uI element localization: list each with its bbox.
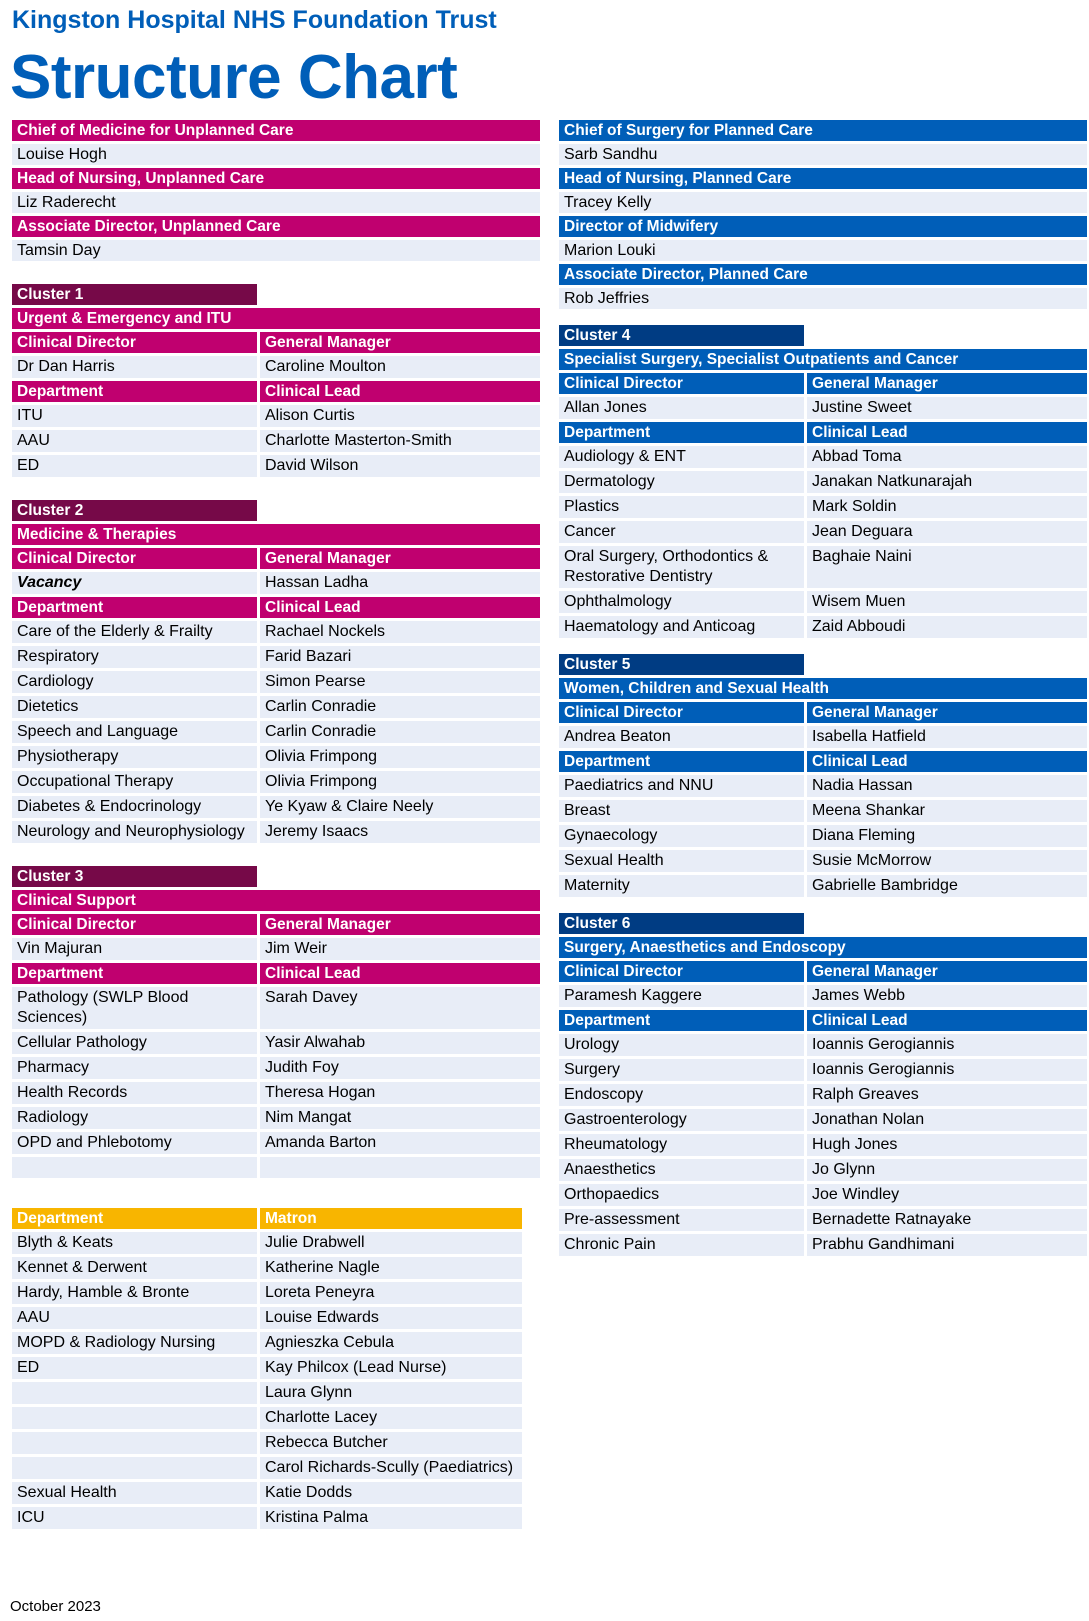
clinical-lead-cell: Janakan Natkunarajah [807, 471, 1087, 493]
cluster-name: Medicine & Therapies [12, 524, 540, 545]
matron-header: Matron [260, 1208, 522, 1229]
matron-department-cell [12, 1407, 257, 1429]
cluster-label: Cluster 4 [559, 325, 804, 346]
role-header: Head of Nursing, Planned Care [559, 168, 1087, 189]
cluster-2-block [12, 500, 540, 846]
department-cell: Occupational Therapy [12, 771, 257, 793]
general-manager-name: Jim Weir [260, 938, 540, 960]
clinical-lead-cell: Ioannis Gerogiannis [807, 1034, 1087, 1056]
matron-department-cell: ED [12, 1357, 257, 1379]
clinical-lead-cell: Diana Fleming [807, 825, 1087, 847]
matron-department-cell: AAU [12, 1307, 257, 1329]
department-cell: Urology [559, 1034, 804, 1056]
cluster-1-block [12, 284, 540, 480]
clinical-director-header: Clinical Director [559, 702, 804, 723]
cluster-6-block [559, 913, 1087, 1259]
clinical-lead-cell: Meena Shankar [807, 800, 1087, 822]
clinical-director-header: Clinical Director [12, 914, 257, 935]
clinical-lead-cell: Carlin Conradie [260, 696, 540, 718]
clinical-lead-header: Clinical Lead [260, 381, 540, 402]
clinical-director-name: Vin Majuran [12, 938, 257, 960]
role-holder: Rob Jeffries [559, 288, 1087, 309]
department-header: Department [12, 381, 257, 402]
clinical-lead-cell: Ye Kyaw & Claire Neely [260, 796, 540, 818]
department-cell: Ophthalmology [559, 591, 804, 613]
department-cell: Dermatology [559, 471, 804, 493]
clinical-lead-cell: Susie McMorrow [807, 850, 1087, 872]
unplanned-leadership [12, 120, 540, 261]
matron-department-cell: Blyth & Keats [12, 1232, 257, 1254]
role-header: Head of Nursing, Unplanned Care [12, 168, 540, 189]
matron-department-cell: MOPD & Radiology Nursing [12, 1332, 257, 1354]
clinical-lead-cell: Abbad Toma [807, 446, 1087, 468]
department-cell: Health Records [12, 1082, 257, 1104]
matron-name-cell: Agnieszka Cebula [260, 1332, 522, 1354]
clinical-lead-cell: Ioannis Gerogiannis [807, 1059, 1087, 1081]
clinical-lead-cell: Joe Windley [807, 1184, 1087, 1206]
clinical-lead-cell [260, 1157, 540, 1178]
clinical-lead-cell: Theresa Hogan [260, 1082, 540, 1104]
clinical-lead-header: Clinical Lead [807, 751, 1087, 772]
department-header: Department [559, 422, 804, 443]
cluster-name: Clinical Support [12, 890, 540, 911]
clinical-director-name: Dr Dan Harris [12, 356, 257, 378]
general-manager-name: Justine Sweet [807, 397, 1087, 419]
matron-department-cell: ICU [12, 1507, 257, 1529]
department-cell: Neurology and Neurophysiology [12, 821, 257, 843]
matron-name-cell: Carol Richards-Scully (Paediatrics) [260, 1457, 522, 1479]
clinical-director-header: Clinical Director [12, 548, 257, 569]
clinical-lead-header: Clinical Lead [260, 963, 540, 984]
department-cell: Cellular Pathology [12, 1032, 257, 1054]
matron-grid [12, 1208, 522, 1532]
role-holder: Tamsin Day [12, 240, 540, 261]
clinical-director-name: Andrea Beaton [559, 726, 804, 748]
clinical-lead-cell: Olivia Frimpong [260, 771, 540, 793]
cluster-grid [559, 702, 1087, 900]
department-cell: Gynaecology [559, 825, 804, 847]
clinical-lead-cell: Judith Foy [260, 1057, 540, 1079]
role-holder: Marion Louki [559, 240, 1087, 261]
clinical-lead-cell: Zaid Abboudi [807, 616, 1087, 638]
department-cell: Rheumatology [559, 1134, 804, 1156]
matron-name-cell: Loreta Peneyra [260, 1282, 522, 1304]
clinical-lead-cell: Nim Mangat [260, 1107, 540, 1129]
clinical-lead-header: Clinical Lead [807, 1010, 1087, 1031]
department-cell: Sexual Health [559, 850, 804, 872]
clinical-lead-cell: Baghaie Naini [807, 546, 1087, 588]
matron-name-cell: Katie Dodds [260, 1482, 522, 1504]
footer-date: October 2023 [10, 1598, 101, 1615]
clinical-lead-cell: Yasir Alwahab [260, 1032, 540, 1054]
role-holder: Tracey Kelly [559, 192, 1087, 213]
matron-department-cell: Hardy, Hamble & Bronte [12, 1282, 257, 1304]
department-cell: Chronic Pain [559, 1234, 804, 1256]
department-cell: ITU [12, 405, 257, 427]
org-name: Kingston Hospital NHS Foundation Trust [12, 6, 497, 34]
cluster-grid [12, 332, 540, 480]
matron-name-cell: Louise Edwards [260, 1307, 522, 1329]
cluster-4-block [559, 325, 1087, 641]
general-manager-header: General Manager [807, 702, 1087, 723]
department-cell: Maternity [559, 875, 804, 897]
department-cell: Cancer [559, 521, 804, 543]
cluster-grid [12, 914, 540, 1181]
clinical-lead-cell: Jean Deguara [807, 521, 1087, 543]
department-cell: Cardiology [12, 671, 257, 693]
role-header: Chief of Medicine for Unplanned Care [12, 120, 540, 141]
general-manager-header: General Manager [260, 332, 540, 353]
cluster-label: Cluster 1 [12, 284, 257, 305]
matron-name-cell: Katherine Nagle [260, 1257, 522, 1279]
department-cell: Dietetics [12, 696, 257, 718]
matron-table [12, 1208, 522, 1532]
department-header: Department [12, 1208, 257, 1229]
matron-name-cell: Laura Glynn [260, 1382, 522, 1404]
department-cell: Anaesthetics [559, 1159, 804, 1181]
matron-name-cell: Julie Drabwell [260, 1232, 522, 1254]
cluster-label: Cluster 3 [12, 866, 257, 887]
clinical-lead-cell: Carlin Conradie [260, 721, 540, 743]
cluster-name: Specialist Surgery, Specialist Outpatients and Cancer [559, 349, 1087, 370]
department-cell: Radiology [12, 1107, 257, 1129]
cluster-grid [559, 373, 1087, 641]
clinical-lead-cell: Ralph Greaves [807, 1084, 1087, 1106]
cluster-grid [559, 961, 1087, 1259]
department-cell [12, 1157, 257, 1178]
department-cell: Gastroenterology [559, 1109, 804, 1131]
department-cell: Paediatrics and NNU [559, 775, 804, 797]
clinical-lead-cell: Charlotte Masterton-Smith [260, 430, 540, 452]
department-header: Department [559, 751, 804, 772]
department-cell: OPD and Phlebotomy [12, 1132, 257, 1154]
cluster-3-block [12, 866, 540, 1181]
department-cell: Orthopaedics [559, 1184, 804, 1206]
cluster-name: Women, Children and Sexual Health [559, 678, 1087, 699]
clinical-lead-cell: Simon Pearse [260, 671, 540, 693]
role-holder: Louise Hogh [12, 144, 540, 165]
clinical-lead-header: Clinical Lead [807, 422, 1087, 443]
cluster-label: Cluster 2 [12, 500, 257, 521]
matron-department-cell [12, 1382, 257, 1404]
cluster-name: Surgery, Anaesthetics and Endoscopy [559, 937, 1087, 958]
matron-department-cell [12, 1457, 257, 1479]
clinical-lead-cell: Gabrielle Bambridge [807, 875, 1087, 897]
general-manager-name: Isabella Hatfield [807, 726, 1087, 748]
clinical-director-header: Clinical Director [559, 961, 804, 982]
unplanned-care-column [12, 120, 540, 1181]
general-manager-header: General Manager [260, 548, 540, 569]
department-cell: Oral Surgery, Orthodontics & Restorative Dentistry [559, 546, 804, 588]
clinical-director-name: Allan Jones [559, 397, 804, 419]
department-cell: Breast [559, 800, 804, 822]
department-cell: Pre-assessment [559, 1209, 804, 1231]
clinical-lead-cell: Nadia Hassan [807, 775, 1087, 797]
planned-leadership [559, 120, 1087, 309]
department-header: Department [559, 1010, 804, 1031]
department-cell: Plastics [559, 496, 804, 518]
clinical-lead-cell: Prabhu Gandhimani [807, 1234, 1087, 1256]
clinical-lead-cell: Bernadette Ratnayake [807, 1209, 1087, 1231]
matron-department-cell: Sexual Health [12, 1482, 257, 1504]
department-header: Department [12, 963, 257, 984]
clinical-lead-cell: Farid Bazari [260, 646, 540, 668]
general-manager-name: James Webb [807, 985, 1087, 1007]
general-manager-header: General Manager [807, 373, 1087, 394]
matron-department-cell [12, 1432, 257, 1454]
role-header: Director of Midwifery [559, 216, 1087, 237]
department-cell: Respiratory [12, 646, 257, 668]
general-manager-header: General Manager [260, 914, 540, 935]
matron-name-cell: Kay Philcox (Lead Nurse) [260, 1357, 522, 1379]
clinical-lead-cell: Olivia Frimpong [260, 746, 540, 768]
matron-name-cell: Kristina Palma [260, 1507, 522, 1529]
clinical-lead-cell: Hugh Jones [807, 1134, 1087, 1156]
role-holder: Sarb Sandhu [559, 144, 1087, 165]
role-header: Associate Director, Unplanned Care [12, 216, 540, 237]
clinical-lead-cell: Jonathan Nolan [807, 1109, 1087, 1131]
role-header: Associate Director, Planned Care [559, 264, 1087, 285]
department-cell: Pharmacy [12, 1057, 257, 1079]
cluster-grid [12, 548, 540, 846]
department-cell: Physiotherapy [12, 746, 257, 768]
role-holder: Liz Raderecht [12, 192, 540, 213]
clinical-director-header: Clinical Director [559, 373, 804, 394]
general-manager-name: Hassan Ladha [260, 572, 540, 594]
page-title: Structure Chart [10, 43, 458, 112]
clinical-lead-cell: David Wilson [260, 455, 540, 477]
general-manager-name: Caroline Moulton [260, 356, 540, 378]
cluster-label: Cluster 6 [559, 913, 804, 934]
department-header: Department [12, 597, 257, 618]
department-cell: Care of the Elderly & Frailty [12, 621, 257, 643]
matron-department-cell: Kennet & Derwent [12, 1257, 257, 1279]
cluster-label: Cluster 5 [559, 654, 804, 675]
planned-care-column [559, 120, 1087, 1259]
clinical-lead-cell: Alison Curtis [260, 405, 540, 427]
clinical-lead-header: Clinical Lead [260, 597, 540, 618]
department-cell: AAU [12, 430, 257, 452]
clinical-lead-cell: Wisem Muen [807, 591, 1087, 613]
general-manager-header: General Manager [807, 961, 1087, 982]
department-cell: Haematology and Anticoag [559, 616, 804, 638]
clinical-director-name: Paramesh Kaggere [559, 985, 804, 1007]
department-cell: Speech and Language [12, 721, 257, 743]
matron-name-cell: Rebecca Butcher [260, 1432, 522, 1454]
department-cell: Audiology & ENT [559, 446, 804, 468]
department-cell: Surgery [559, 1059, 804, 1081]
department-cell: Diabetes & Endocrinology [12, 796, 257, 818]
clinical-director-header: Clinical Director [12, 332, 257, 353]
department-cell: Pathology (SWLP Blood Sciences) [12, 987, 257, 1029]
clinical-director-name: Vacancy [12, 572, 257, 594]
department-cell: ED [12, 455, 257, 477]
cluster-name: Urgent & Emergency and ITU [12, 308, 540, 329]
clinical-lead-cell: Rachael Nockels [260, 621, 540, 643]
matron-name-cell: Charlotte Lacey [260, 1407, 522, 1429]
department-cell: Endoscopy [559, 1084, 804, 1106]
clinical-lead-cell: Jo Glynn [807, 1159, 1087, 1181]
clinical-lead-cell: Mark Soldin [807, 496, 1087, 518]
clinical-lead-cell: Amanda Barton [260, 1132, 540, 1154]
clinical-lead-cell: Sarah Davey [260, 987, 540, 1029]
role-header: Chief of Surgery for Planned Care [559, 120, 1087, 141]
cluster-5-block [559, 654, 1087, 900]
clinical-lead-cell: Jeremy Isaacs [260, 821, 540, 843]
